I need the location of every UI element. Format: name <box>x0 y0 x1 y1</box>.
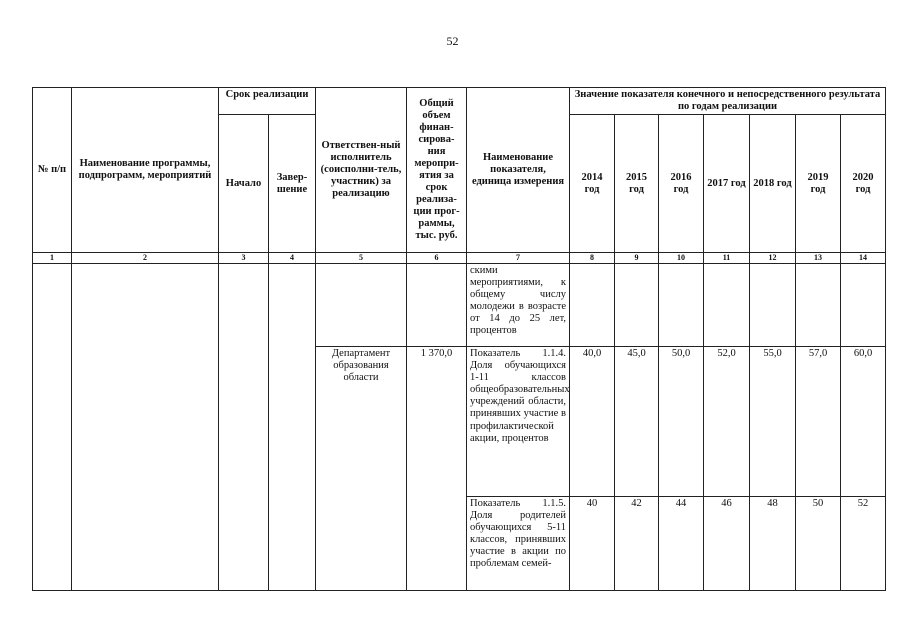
cell-indicator: Показатель 1.1.4. Доля обучающихся 1-11 классов общеобразовательных учреждений области, принявших участие в профилактической акции, процентов <box>467 347 570 497</box>
cell-value <box>704 264 750 347</box>
cell-value: 44 <box>659 497 704 591</box>
indicator-table <box>32 87 886 591</box>
column-number: 5 <box>316 253 407 264</box>
column-number: 14 <box>841 253 886 264</box>
cell-value: 42 <box>615 497 659 591</box>
column-number: 4 <box>269 253 316 264</box>
column-number: 13 <box>796 253 841 264</box>
header-indicator: Наименование показателя, единица измерения <box>467 88 570 253</box>
cell-value <box>796 264 841 347</box>
header-year: 2018 год <box>750 115 796 253</box>
header-year: 2017 год <box>704 115 750 253</box>
cell-program <box>72 264 219 591</box>
header-responsible: Ответствен-ный исполнитель (соисполни-тель, участник) за реализацию <box>316 88 407 253</box>
header-no: № п/п <box>33 88 72 253</box>
column-number: 7 <box>467 253 570 264</box>
column-number: 8 <box>570 253 615 264</box>
column-number: 1 <box>33 253 72 264</box>
header-end: Завер-шение <box>269 115 316 253</box>
cell-start <box>219 264 269 591</box>
header-year: 2014 год <box>570 115 615 253</box>
cell-no <box>33 264 72 591</box>
cell-value: 60,0 <box>841 347 886 497</box>
cell-value: 55,0 <box>750 347 796 497</box>
header-year: 2016 год <box>659 115 704 253</box>
cell-value <box>615 264 659 347</box>
page-number: 52 <box>446 34 459 48</box>
header-year: 2015 год <box>615 115 659 253</box>
cell-value: 40,0 <box>570 347 615 497</box>
header-program: Наименование программы, подпрограмм, мероприятий <box>72 88 219 253</box>
cell-value: 52 <box>841 497 886 591</box>
cell-indicator: Показатель 1.1.5. Доля родителей обучающихся 5-11 классов, принявших участие в акции по проблемам семей- <box>467 497 570 591</box>
cell-value: 52,0 <box>704 347 750 497</box>
column-number: 6 <box>407 253 467 264</box>
column-number-row <box>33 253 886 264</box>
cell-value: 48 <box>750 497 796 591</box>
cell-volume: 1 370,0 <box>407 347 467 591</box>
cell-responsible <box>316 264 407 347</box>
cell-value: 50 <box>796 497 841 591</box>
cell-end <box>269 264 316 591</box>
cell-value: 57,0 <box>796 347 841 497</box>
header-start: Начало <box>219 115 269 253</box>
header-volume: Общий объем финан-сирова-ния меропри-ятия за срок реализа-ции прог-раммы, тыс. руб. <box>407 88 467 253</box>
cell-value <box>750 264 796 347</box>
cell-indicator: скими мероприятиями, к общему числу молодежи в возрасте от 14 до 25 лет, процентов <box>467 264 570 347</box>
cell-value <box>659 264 704 347</box>
cell-value <box>841 264 886 347</box>
cell-volume <box>407 264 467 347</box>
header-year: 2019 год <box>796 115 841 253</box>
cell-responsible: Департамент образования области <box>316 347 407 591</box>
header-values: Значение показателя конечного и непосредственного результата по годам реализации <box>570 88 886 115</box>
cell-value: 46 <box>704 497 750 591</box>
header-term: Срок реализации <box>219 88 316 115</box>
cell-value: 45,0 <box>615 347 659 497</box>
cell-value: 40 <box>570 497 615 591</box>
column-number: 3 <box>219 253 269 264</box>
column-number: 12 <box>750 253 796 264</box>
cell-value: 50,0 <box>659 347 704 497</box>
cell-value <box>570 264 615 347</box>
column-number: 2 <box>72 253 219 264</box>
header-year: 2020 год <box>841 115 886 253</box>
column-number: 10 <box>659 253 704 264</box>
table-row <box>33 264 886 347</box>
column-number: 9 <box>615 253 659 264</box>
column-number: 11 <box>704 253 750 264</box>
